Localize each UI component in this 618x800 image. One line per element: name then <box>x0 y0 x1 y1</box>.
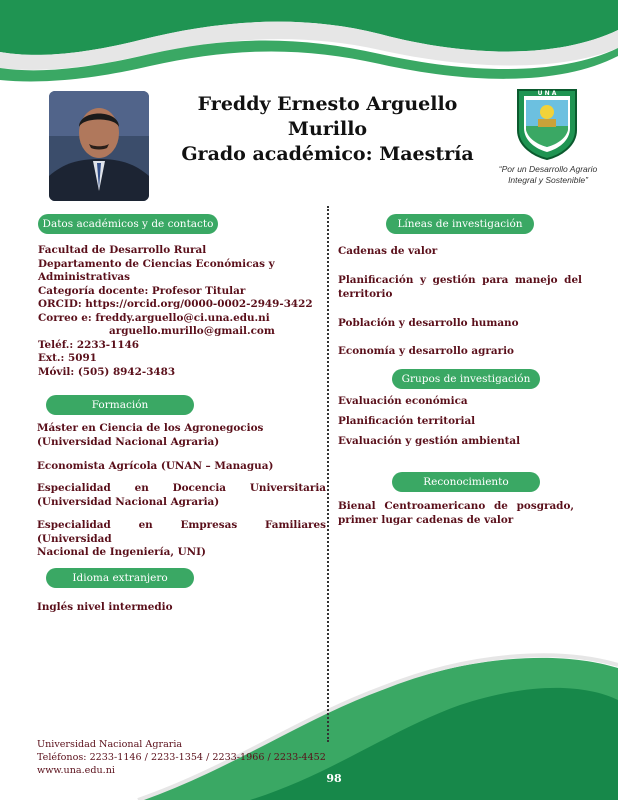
contact-email-1: Correo e: freddy.arguello@ci.una.edu.ni <box>38 311 270 324</box>
contact-faculty: Facultad de Desarrollo Rural <box>38 244 207 256</box>
university-logo <box>514 86 580 160</box>
contact-phone: Teléf.: 2233-1146 <box>38 338 140 351</box>
research-line-item: Economía y desarrollo agrario <box>338 345 514 357</box>
footer <box>37 738 326 777</box>
contact-department-line2: Administrativas <box>38 271 130 283</box>
section-recognition-header: Reconocimiento <box>392 472 540 492</box>
contact-department-line1: Departamento de Ciencias Económicas y <box>38 257 275 270</box>
recognition-item: Bienal Centroamericano de posgrado, primer lugar cadenas de valor <box>338 500 574 526</box>
research-line-item: Cadenas de valor <box>338 245 438 257</box>
contact-extension: Ext.: 5091 <box>38 352 97 364</box>
formation-item: Máster en Ciencia de los Agronegocios (Universidad Nacional Agraria) <box>37 422 264 448</box>
research-line-item: Planificación y gestión para manejo del territorio <box>338 274 582 300</box>
contact-block <box>38 244 323 379</box>
contact-mobile: Móvil: (505) 8942-3483 <box>38 365 176 378</box>
academic-degree: Grado académico: Maestría <box>181 143 474 165</box>
footer-phones: Teléfonos: 2233-1146 / 2233-1354 / 2233-1966 / 2233-4452 <box>37 752 326 763</box>
section-formation-header: Formación <box>46 395 194 415</box>
section-contact-header: Datos académicos y de contacto <box>38 214 218 234</box>
research-group-item: Evaluación económica <box>338 395 468 407</box>
research-group-item: Planificación territorial <box>338 415 476 427</box>
university-motto: “Por un Desarrollo Agrario Integral y Sostenible” <box>498 164 598 185</box>
footer-university: Universidad Nacional Agraria <box>37 739 183 750</box>
section-research-lines-header: Líneas de investigación <box>386 214 534 234</box>
formation-item: Economista Agrícola (UNAN – Managua) <box>37 460 274 472</box>
contact-orcid: ORCID: https://orcid.org/0000-0002-2949-3422 <box>38 298 313 310</box>
research-line-item: Población y desarrollo humano <box>338 317 519 329</box>
formation-item: Especialidad en Docencia Universitaria (Universidad Nacional Agraria) <box>37 482 326 508</box>
column-divider <box>327 206 329 742</box>
contact-category: Categoría docente: Profesor Titular <box>38 284 246 297</box>
research-group-item: Evaluación y gestión ambiental <box>338 435 521 447</box>
formation-item: Especialidad en Empresas Familiares (Universidad Nacional de Ingeniería, UNI) <box>37 519 326 558</box>
footer-website: www.una.edu.ni <box>37 765 115 776</box>
page-number: 98 <box>326 772 342 785</box>
section-language-header: Idioma extranjero <box>46 568 194 588</box>
language-item: Inglés nivel intermedio <box>37 601 173 613</box>
header-title <box>160 92 495 167</box>
contact-email-2: arguello.murillo@gmail.com <box>109 325 275 337</box>
profile-photo <box>49 91 149 201</box>
logo-lettering: U N A <box>537 90 557 97</box>
person-name: Freddy Ernesto Arguello Murillo <box>197 93 458 140</box>
section-research-groups-header: Grupos de investigación <box>392 369 540 389</box>
